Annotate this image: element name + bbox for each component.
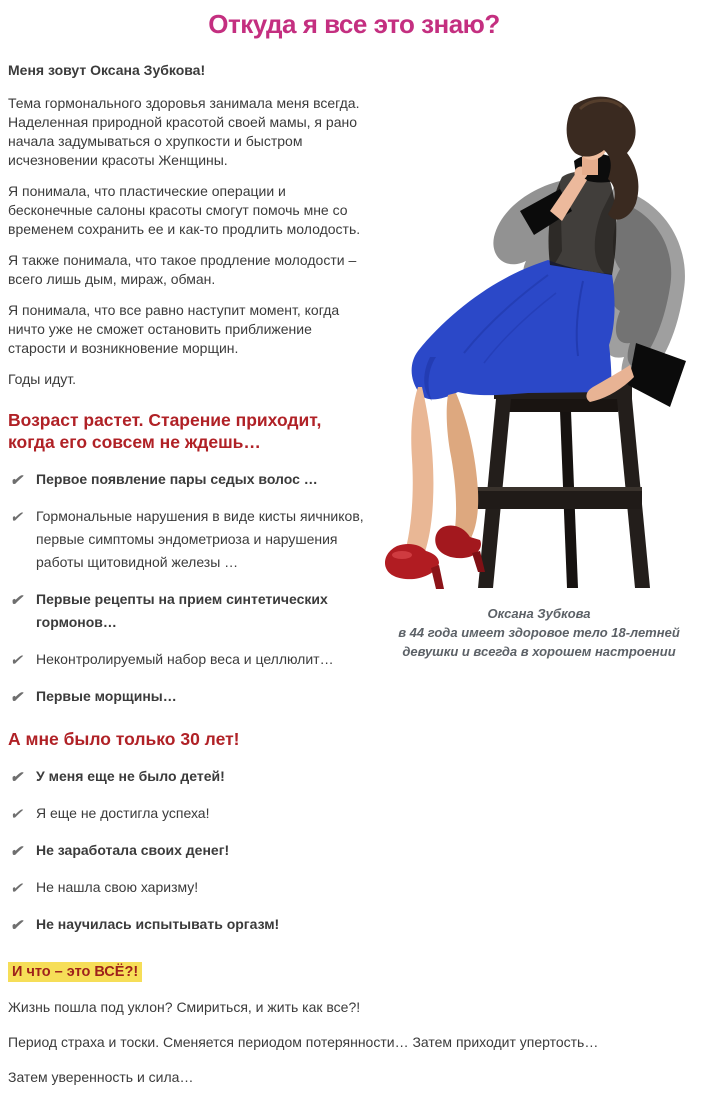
outro-paragraph: Жизнь пошла под уклон? Смириться, и жить как все?! [8,999,361,1015]
aging-symptoms-list [8,468,388,708]
checklist-item-text: Первое появление пары седых волос … [36,471,318,487]
checkmark-icon: ✔ [10,769,23,786]
checklist-item [8,876,388,899]
checklist-item [8,468,388,491]
checklist-item [8,648,388,671]
checkmark-icon: ✔ [10,472,23,489]
greeting-line: Меня зовут Оксана Зубкова! [8,62,206,78]
checklist-item [8,765,388,788]
intro-paragraph: Годы идут. [8,371,76,387]
checklist-item-text: Не заработала своих денег! [36,842,230,858]
checkmark-icon: ✔ [10,880,23,897]
leg-front [406,387,433,552]
checkmark-icon: ✔ [10,652,23,669]
shoe-shine [392,551,412,559]
checklist-item [8,505,388,574]
caption-line-3: девушки и всегда в хорошем настроении [402,644,676,659]
checklist-item [8,685,388,708]
caption-line-2: в 44 года имеет здоровое тело 18-летней [398,625,680,640]
red-shoe-front-heel [431,565,444,589]
section-heading-30-years: А мне было только 30 лет! [8,729,240,749]
checklist-item-text: Первые морщины… [36,688,177,704]
intro-paragraph: Я понимала, что пластические операции и бесконечные салоны красоты смогут помочь мне со временем сохранить ее и как-то продлить молодость. [8,183,361,237]
checkmark-icon: ✔ [10,917,23,934]
life-goals-list [8,765,388,936]
checklist-item [8,913,388,936]
checklist-item [8,588,388,634]
page-title: Откуда я все это знаю? [208,9,500,39]
leg-back [447,393,479,540]
checklist-item-text: Неконтролируемый набор веса и целлюлит… [36,651,334,667]
checkmark-icon: ✔ [10,689,23,706]
checklist-item-text: Гормональные нарушения в виде кисты яичников, первые симптомы эндометриоза и нарушения работы щитовидной железы … [36,508,364,570]
checkmark-icon: ✔ [10,509,23,526]
outro-paragraph: Затем уверенность и сила… [8,1069,194,1085]
checkmark-icon: ✔ [10,806,23,823]
caption-line-1: Оксана Зубкова [487,606,591,621]
checklist-item-text: У меня еще не было детей! [36,768,225,784]
checklist-item-text: Не научилась испытывать оргазм! [36,916,280,932]
intro-paragraph: Тема гормонального здоровья занимала меня всегда. Наделенная природной красотой своей мамы, я рано начала задумываться о хрупкости и быстром исчезновении красоты Женщины. [8,95,360,168]
red-shoe-front [385,544,439,579]
photo-block [378,61,700,661]
photo-caption [378,604,700,661]
intro-paragraph: Я также понимала, что такое продление молодости – всего лишь дым, мираж, обман. [8,252,357,287]
highlight-paragraph [8,962,700,982]
photo-of-oksana-zubkova [378,61,700,598]
checklist-item-text: Не нашла свою харизму! [36,879,199,895]
highlighted-question: И что – это ВСЁ?! [8,962,142,982]
checkmark-icon: ✔ [10,592,23,609]
step-stool [476,381,650,588]
checklist-item [8,839,388,862]
satin-cuff-right [628,343,686,407]
checklist-item-text: Первые рецепты на прием синтетических гормонов… [36,591,328,630]
intro-paragraph: Я понимала, что все равно наступит момент, когда ничто уже не сможет остановить приближение старости и возникновение морщин. [8,302,340,356]
outro-paragraph: Период страха и тоски. Сменяется периодом потерянности… Затем приходит упертость… [8,1034,599,1050]
section-heading-aging: Возраст растет. Старение приходит, когда его совсем не ждешь… [8,410,322,452]
checklist-item [8,802,388,825]
checklist-item-text: Я еще не достигла успеха! [36,805,210,821]
checkmark-icon: ✔ [10,843,23,860]
